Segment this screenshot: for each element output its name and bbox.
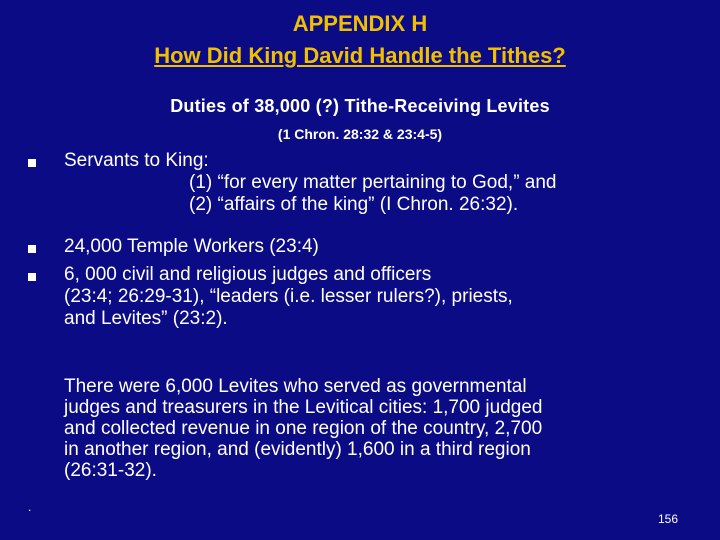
bullet-line: (2) “affairs of the king” (I Chron. 26:32).: [189, 194, 519, 215]
slide-title: [0, 8, 720, 72]
paragraph-line: judges and treasurers in the Levitical cities: 1,700 judged: [64, 397, 543, 418]
bullet-text: [64, 150, 557, 216]
bullet-square-icon: [28, 245, 36, 253]
section-subtitle: Duties of 38,000 (?) Tithe-Receiving Levites: [170, 96, 550, 116]
footer-dot: .: [28, 500, 32, 514]
bullet-line: (1) “for every matter pertaining to God,” and: [189, 172, 557, 193]
bullet-line: 24,000 Temple Workers (23:4): [64, 236, 319, 257]
bullet-line: Servants to King:: [64, 150, 209, 171]
title-line-2: How Did King David Handle the Tithes?: [154, 43, 566, 68]
bullet-square-icon: [28, 273, 36, 281]
paragraph-line: (26:31-32).: [64, 460, 157, 481]
paragraph-line: in another region, and (evidently) 1,600 in a third region: [64, 439, 531, 460]
bullet-line: 6, 000 civil and religious judges and officers: [64, 264, 432, 285]
page-number: 156: [657, 512, 678, 526]
bullet-line: (23:4; 26:29-31), “leaders (i.e. lesser rulers?), priests,: [64, 286, 513, 307]
title-line-1: APPENDIX H: [292, 11, 428, 36]
paragraph-line: and collected revenue in one region of the country, 2,700: [64, 418, 543, 439]
bullet-text: [64, 236, 319, 258]
bullet-line: and Levites” (23:2).: [64, 308, 228, 329]
paragraph-line: There were 6,000 Levites who served as governmental: [64, 376, 527, 397]
scripture-reference: (1 Chron. 28:32 & 23:4-5): [277, 126, 443, 142]
levites-paragraph: [64, 376, 684, 481]
bullet-text: [64, 264, 513, 330]
bullet-square-icon: [28, 159, 36, 167]
